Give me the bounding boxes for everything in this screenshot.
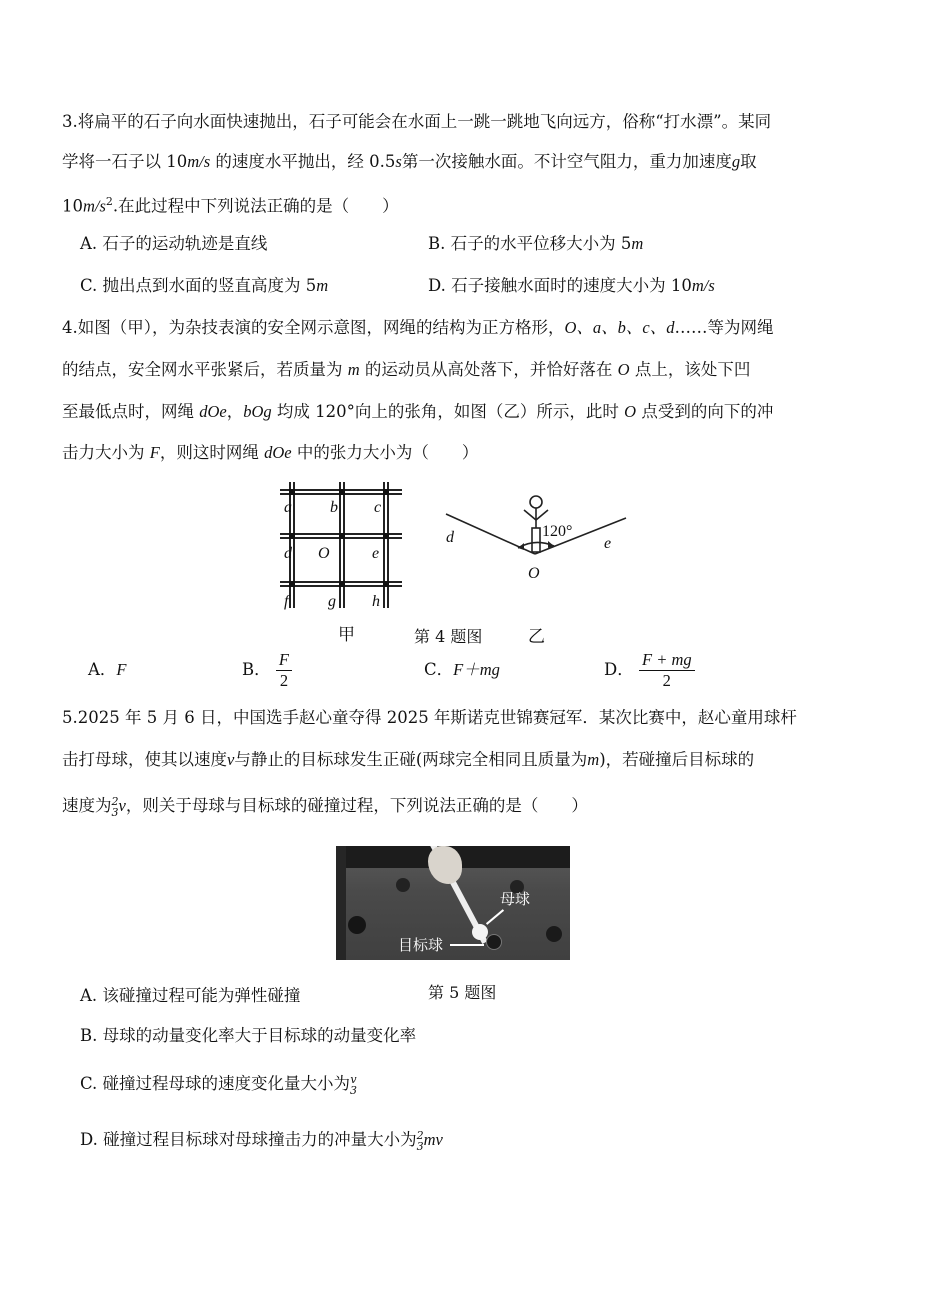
arrow-to-target-ball bbox=[450, 944, 484, 946]
option-value: F＋mg bbox=[453, 660, 500, 679]
node-list: O、a、b、c、d bbox=[564, 318, 675, 337]
q5-option-a: A. 该碰撞过程可能为弹性碰撞 bbox=[80, 986, 301, 1005]
label-h: h bbox=[372, 593, 380, 610]
node bbox=[339, 533, 345, 539]
exponent: 2 bbox=[105, 195, 113, 208]
option-value: F bbox=[116, 660, 127, 679]
q4-text: 的运动员从高处落下，并恰好落在 bbox=[359, 360, 618, 379]
q4-text: ，则这时网绳 bbox=[159, 443, 265, 462]
q3-text: 的速度水平抛出，经 0.5 bbox=[210, 152, 396, 171]
q4-option-c bbox=[424, 658, 500, 682]
fraction bbox=[417, 1130, 424, 1152]
q3-option-b bbox=[428, 232, 643, 256]
denominator: 2 bbox=[279, 671, 289, 690]
q3-text: 学将一石子以 10 bbox=[62, 152, 188, 171]
label-d: d bbox=[284, 545, 292, 562]
cushion-left bbox=[336, 846, 346, 960]
var-v: v bbox=[227, 750, 235, 769]
q5-line-2 bbox=[62, 748, 754, 772]
q4-text: 点上，该处下凹 bbox=[629, 360, 751, 379]
acrobat-arm bbox=[536, 510, 548, 520]
q4-option-a bbox=[88, 658, 127, 682]
option-label: A． bbox=[88, 660, 117, 679]
q4-option-b bbox=[242, 646, 292, 694]
var-bOg: bOg bbox=[243, 402, 272, 421]
q3-opt-text: D. 石子接触水面时的速度大小为 10 bbox=[428, 276, 692, 295]
grid-lines bbox=[280, 482, 402, 608]
q3-option-d bbox=[428, 274, 715, 298]
figure-4-caption: 第 4 题图 bbox=[414, 627, 483, 646]
q3-text: 取 bbox=[740, 152, 757, 171]
var-mv: mv bbox=[423, 1130, 443, 1149]
q4-text: 中的张力大小为（ ） bbox=[291, 443, 479, 462]
label-c: c bbox=[374, 499, 382, 516]
node bbox=[383, 489, 389, 495]
var-F: F bbox=[149, 443, 160, 462]
q3-line-1: 3.将扁平的石子向水面快速抛出，石子可能会在水面上一跳一跳地飞向远方，俗称“打水漂”。某同 bbox=[62, 112, 772, 131]
figure-net-grid bbox=[276, 478, 416, 618]
figure-v-net bbox=[440, 488, 640, 588]
label-d-v: d bbox=[446, 529, 454, 546]
target-ball bbox=[486, 934, 502, 950]
label-O-v: O bbox=[528, 565, 540, 582]
q4-option-d bbox=[604, 646, 695, 694]
ball bbox=[348, 916, 366, 934]
ball bbox=[546, 926, 562, 942]
arrow-to-cue-ball bbox=[486, 909, 504, 925]
q5-opt-text: C. 碰撞过程母球的速度变化量大小为 bbox=[80, 1074, 351, 1093]
q4-line-3 bbox=[62, 400, 773, 424]
option-label: B． bbox=[242, 660, 271, 679]
figure-label-jia: 甲 bbox=[338, 625, 355, 645]
q3-line-2 bbox=[62, 150, 757, 174]
q4-text: 4.如图（甲），为杂技表演的安全网示意图，网绳的结构为正方格形， bbox=[62, 318, 565, 337]
q5-line-3 bbox=[62, 794, 588, 818]
label-f: f bbox=[284, 593, 289, 610]
node bbox=[339, 489, 345, 495]
q5-line-1: 5.2025 年 5 月 6 日，中国选手赵心童夺得 2025 年斯诺克世锦赛冠军．某次比赛中，赵心童用球杆 bbox=[62, 708, 797, 727]
unit-m: m bbox=[631, 234, 644, 253]
angle-label: 120° bbox=[542, 523, 573, 540]
numerator: F + mg bbox=[639, 650, 695, 671]
node bbox=[339, 581, 345, 587]
q4-line-2 bbox=[62, 358, 750, 382]
q3-text: .在此过程中下列说法正确的是（ ） bbox=[112, 196, 399, 216]
var-m: m bbox=[347, 360, 360, 379]
option-label: C． bbox=[424, 660, 454, 679]
fraction bbox=[276, 650, 292, 691]
var-g: g bbox=[731, 152, 741, 171]
q5-opt-text: D. 碰撞过程目标球对母球撞击力的冲量大小为 bbox=[80, 1130, 417, 1149]
var-O: O bbox=[617, 360, 630, 379]
label-e: e bbox=[372, 545, 380, 562]
figure-label-yi: 乙 bbox=[528, 627, 545, 647]
q5-text: 与静止的目标球发生正碰(两球完全相同且质量为 bbox=[234, 750, 588, 769]
label-b: b bbox=[330, 499, 338, 516]
q5-text: 速度为 bbox=[62, 796, 112, 815]
unit-m: m bbox=[316, 276, 329, 295]
q4-text: ……等为网绳 bbox=[674, 318, 774, 337]
label-mother-ball: 母球 bbox=[500, 890, 531, 908]
unit-m-s: m/s bbox=[83, 196, 106, 216]
fraction bbox=[350, 1074, 357, 1096]
q3-line-3 bbox=[62, 190, 399, 219]
acrobat-head-icon bbox=[530, 496, 542, 508]
cue-ball bbox=[472, 924, 488, 940]
numerator: 2 bbox=[416, 1128, 424, 1142]
var-m: m bbox=[587, 750, 600, 769]
denominator: 3 bbox=[111, 805, 119, 819]
option-label: D． bbox=[604, 660, 634, 679]
q5-text: )，若碰撞后目标球的 bbox=[599, 750, 755, 769]
node bbox=[289, 581, 295, 587]
q4-text: 的结点，安全网水平张紧后，若质量为 bbox=[62, 360, 348, 379]
q3-opt-text: B. 石子的水平位移大小为 5 bbox=[428, 234, 632, 253]
player-hand bbox=[428, 846, 462, 884]
denominator: 3 bbox=[350, 1083, 358, 1097]
denominator: 3 bbox=[416, 1139, 424, 1153]
q4-text: ， bbox=[226, 402, 244, 421]
q4-text: 至最低点时，网绳 bbox=[62, 402, 200, 421]
node bbox=[289, 533, 295, 539]
node bbox=[289, 489, 295, 495]
q5-option-d bbox=[80, 1128, 443, 1152]
q5-option-c bbox=[80, 1072, 357, 1096]
q5-text: ，则关于母球与目标球的碰撞过程，下列说法正确的是（ ） bbox=[125, 796, 588, 815]
q4-text: 均成 120°向上的张角，如图（乙）所示，此时 bbox=[271, 402, 625, 421]
unit-m-s: m/s bbox=[187, 152, 211, 171]
q3-option-c bbox=[80, 274, 328, 298]
denominator: 2 bbox=[662, 671, 671, 690]
q3-text: 10 bbox=[62, 196, 83, 216]
fraction bbox=[639, 650, 695, 691]
q4-line-4 bbox=[62, 441, 478, 465]
acrobat-arm bbox=[524, 510, 536, 520]
q3-option-a: A. 石子的运动轨迹是直线 bbox=[80, 234, 268, 253]
label-a: a bbox=[284, 499, 292, 516]
q4-line-1 bbox=[62, 316, 774, 340]
node bbox=[383, 581, 389, 587]
label-g: g bbox=[328, 593, 336, 610]
q5-option-b: B. 母球的动量变化率大于目标球的动量变化率 bbox=[80, 1026, 417, 1045]
q3-opt-text: C. 抛出点到水面的竖直高度为 5 bbox=[80, 276, 317, 295]
q3-text: 第一次接触水面。不计空气阻力，重力加速度 bbox=[401, 152, 732, 171]
numerator: F bbox=[276, 650, 292, 671]
acrobat-legs bbox=[532, 528, 540, 552]
numerator: v bbox=[350, 1072, 357, 1086]
var-dOe: dOe bbox=[264, 443, 292, 462]
figure-5-caption: 第 5 题图 bbox=[428, 983, 497, 1002]
q4-text: 击力大小为 bbox=[62, 443, 150, 462]
unit-s: s bbox=[395, 152, 402, 171]
unit-m-s: m/s bbox=[691, 276, 715, 295]
ball bbox=[396, 878, 410, 892]
numerator: 2 bbox=[111, 794, 119, 808]
q4-text: 点受到的向下的冲 bbox=[636, 402, 774, 421]
q5-text: 击打母球，使其以速度 bbox=[62, 750, 227, 769]
var-v: v bbox=[118, 796, 126, 815]
label-O: O bbox=[318, 545, 330, 562]
label-e-v: e bbox=[604, 535, 612, 552]
var-O: O bbox=[624, 402, 637, 421]
node bbox=[383, 533, 389, 539]
label-target-ball: 目标球 bbox=[398, 936, 444, 954]
fraction bbox=[112, 796, 119, 818]
snooker-photo bbox=[336, 846, 570, 960]
var-dOe: dOe bbox=[199, 402, 227, 421]
